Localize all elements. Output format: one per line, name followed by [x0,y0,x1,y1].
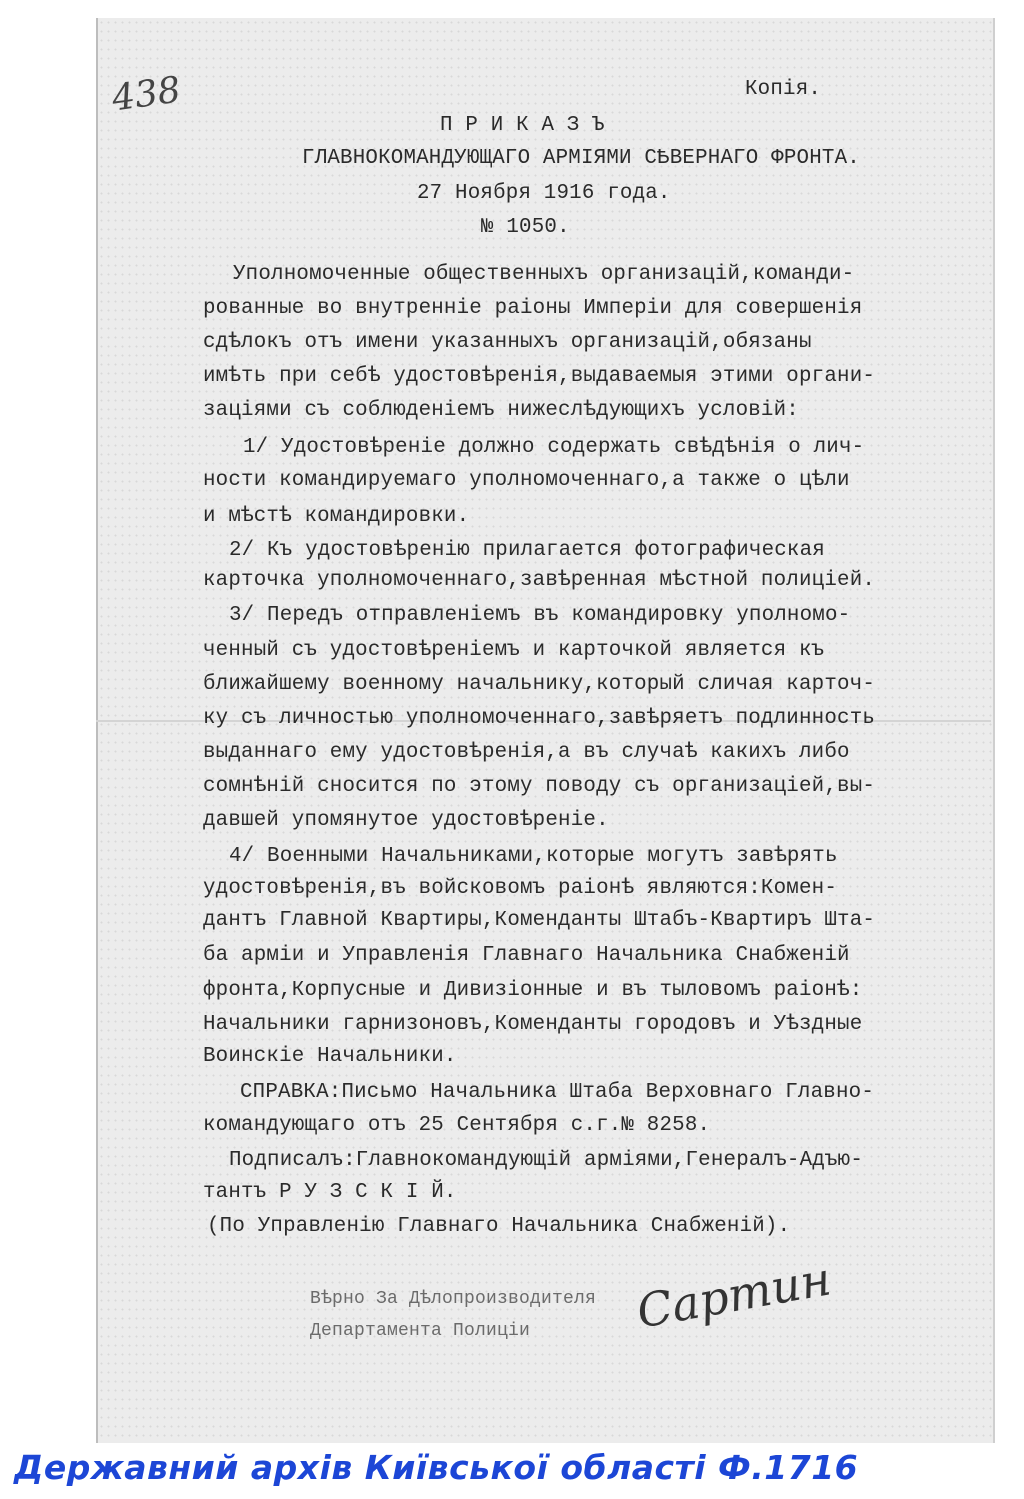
document-title: П Р И К А З Ъ [440,114,605,137]
body-line: 4/ Военными Начальниками,которые могутъ завѣрять [229,845,838,868]
signature: Сартин [632,1251,835,1339]
body-line: Начальники гарнизоновъ,Коменданты городовъ и Уѣздные [203,1013,863,1036]
reference-line: командующаго отъ 25 Сентября с.г.№ 8258. [203,1114,711,1137]
body-line: сдѣлокъ отъ имени указанныхъ организацій,обязаны [203,331,812,354]
body-line: карточка уполномоченнаго,завѣренная мѣстной полиціей. [203,569,876,592]
copy-label: Копія. [745,78,822,101]
body-line: имѣть при себѣ удостовѣренія,выдаваемыя этими органи- [203,365,876,388]
document-subtitle: ГЛАВНОКОМАНДУЮЩАГО АРМІЯМИ СѢВЕРНАГО ФРОНТА. [302,147,860,170]
body-line: ближайшему военному начальнику,который сличая карточ- [203,673,876,696]
body-line: 2/ Къ удостовѣренію прилагается фотографическая [229,539,825,562]
archive-number-handwritten: 438 [109,69,184,120]
certification-line: Вѣрно За Дѣлопроизводителя [310,1289,597,1309]
document-date: 27 Ноября 1916 года. [417,182,671,205]
signed-by-line: Подписалъ:Главнокомандующій арміями,Генералъ-Адъю- [229,1149,864,1172]
body-line: рованные во внутренніе раіоны Имперіи для совершенія [203,297,863,320]
certification-line: Департамента Полиціи [310,1321,531,1341]
signed-by-line: тантъ Р У З С К І Й. [203,1181,457,1204]
order-number: № 1050. [481,216,570,239]
body-line: 1/ Удостовѣреніе должно содержать свѣдѣнія о лич- [243,436,865,459]
body-line: фронта,Корпусные и Дивизіонные и въ тыловомъ раіонѣ: [203,979,863,1002]
body-line: дантъ Главной Квартиры,Коменданты Штабъ-Квартиръ Шта- [203,909,876,932]
body-line: ку съ личностью уполномоченнаго,завѣряетъ подлинность [203,707,876,730]
body-line: выданнаго ему удостовѣренія,а въ случаѣ какихъ либо [203,741,850,764]
body-line: ба арміи и Управленія Главнаго Начальника Снабженій [203,944,850,967]
body-line: и мѣстѣ командировки. [203,505,470,528]
body-line: заціями съ соблюденіемъ нижеслѣдующихъ условій: [203,399,799,422]
department-line: (По Управленію Главнаго Начальника Снабженій). [207,1215,791,1238]
body-line: 3/ Передъ отправленіемъ въ командировку уполномо- [229,604,851,627]
body-line: давшей упомянутое удостовѣреніе. [203,809,609,832]
body-line: сомнѣній сносится по этому поводу съ организаціей,вы- [203,775,876,798]
body-line: Уполномоченные общественныхъ организацій,команди- [233,263,855,286]
body-line: ности командируемаго уполномоченнаго,а также о цѣли [203,469,850,492]
body-line: удостовѣренія,въ войсковомъ раіонѣ являются:Комен- [203,877,838,900]
body-line: ченный съ удостовѣреніемъ и карточкой является къ [203,639,825,662]
body-line: Воинскіе Начальники. [203,1045,457,1068]
reference-line: СПРАВКА:Письмо Начальника Штаба Верховнаго Главно- [240,1081,875,1104]
archive-caption: Державний архів Київської області Ф.1716 [14,1448,859,1487]
